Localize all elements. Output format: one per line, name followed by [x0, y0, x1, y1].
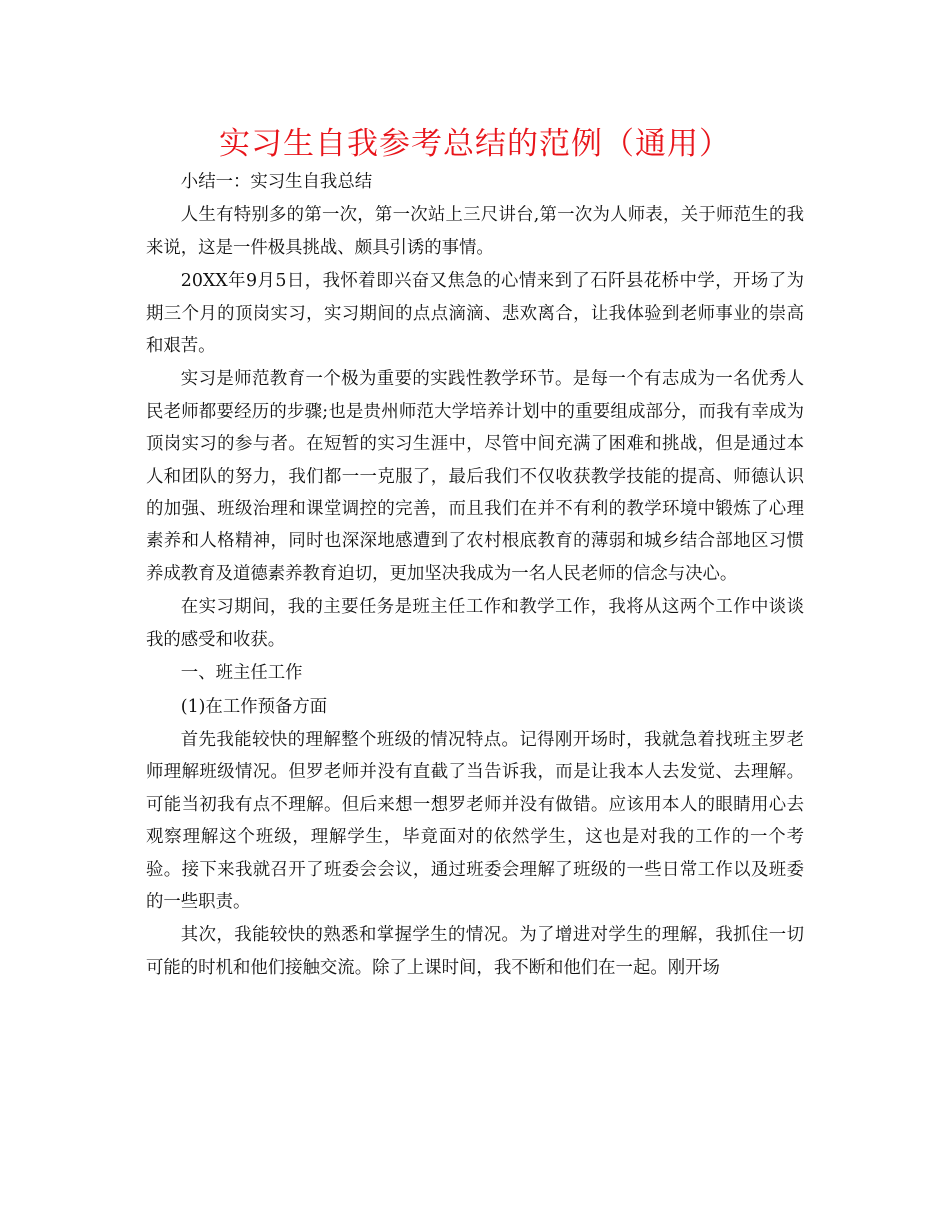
section-heading: 一、班主任工作 — [180, 663, 303, 684]
subsection-heading: (1)在工作预备方面 — [180, 696, 328, 717]
subheading: 小结一：实习生自我总结 — [180, 172, 373, 192]
paragraph: 首先我能较快的理解整个班级的情况特点。记得刚开场时，我就急着找班主罗老师理解班级情况。但罗老师并没有直截了当告诉我，而是让我本人去发觉、去理解。可能当初我有点不理解。但后来想一想罗老师并没有做错。应该用本人的眼睛用心去观察理解这个班级，理解学生，毕竟面对的依然学生，这也是对我的工作的一个考验。接下来我就召开了班委会会议，通过班委会理解了班级的一些日常工作以及班委的一些职责。 — [146, 729, 804, 912]
paragraph: 其次，我能较快的熟悉和掌握学生的情况。为了增进对学生的理解，我抓住一切可能的时机和他们接触交流。除了上课时间，我不断和他们在一起。刚开场 — [146, 925, 804, 978]
paragraph: 在实习期间，我的主要任务是班主任工作和教学工作，我将从这两个工作中谈谈我的感受和收获。 — [146, 597, 804, 650]
paragraph: 实习是师范教育一个极为重要的实践性教学环节。是每一个有志成为一名优秀人民老师都要经历的步骤;也是贵州师范大学培养计划中的重要组成部分，而我有幸成为顶岗实习的参与者。在短暂的实习生涯中，尽管中间充满了困难和挑战，但是通过本人和团队的努力，我们都一一克服了，最后我们不仅收获教学技能的提高、师德认识的加强、班级治理和课堂调控的完善，而且我们在并不有利的教学环境中锻炼了心理素养和人格精神，同时也深深地感遭到了农村根底教育的薄弱和城乡结合部地区习惯养成教育及道德素养教育迫切，更加坚决我成为一名人民老师的信念与决心。 — [146, 369, 804, 584]
document-title: 实习生自我参考总结的范例（通用） — [219, 126, 731, 162]
paragraph: 人生有特别多的第一次，第一次站上三尺讲台,第一次为人师表，关于师范生的我来说，这是一件极具挑战、颇具引诱的事情。 — [146, 205, 804, 258]
paragraph: 20XX年9月5日，我怀着即兴奋又焦急的心情来到了石阡县花桥中学，开场了为期三个月的顶岗实习，实习期间的点点滴滴、悲欢离合，让我体验到老师事业的崇高和艰苦。 — [146, 271, 804, 357]
document-body — [146, 166, 804, 985]
